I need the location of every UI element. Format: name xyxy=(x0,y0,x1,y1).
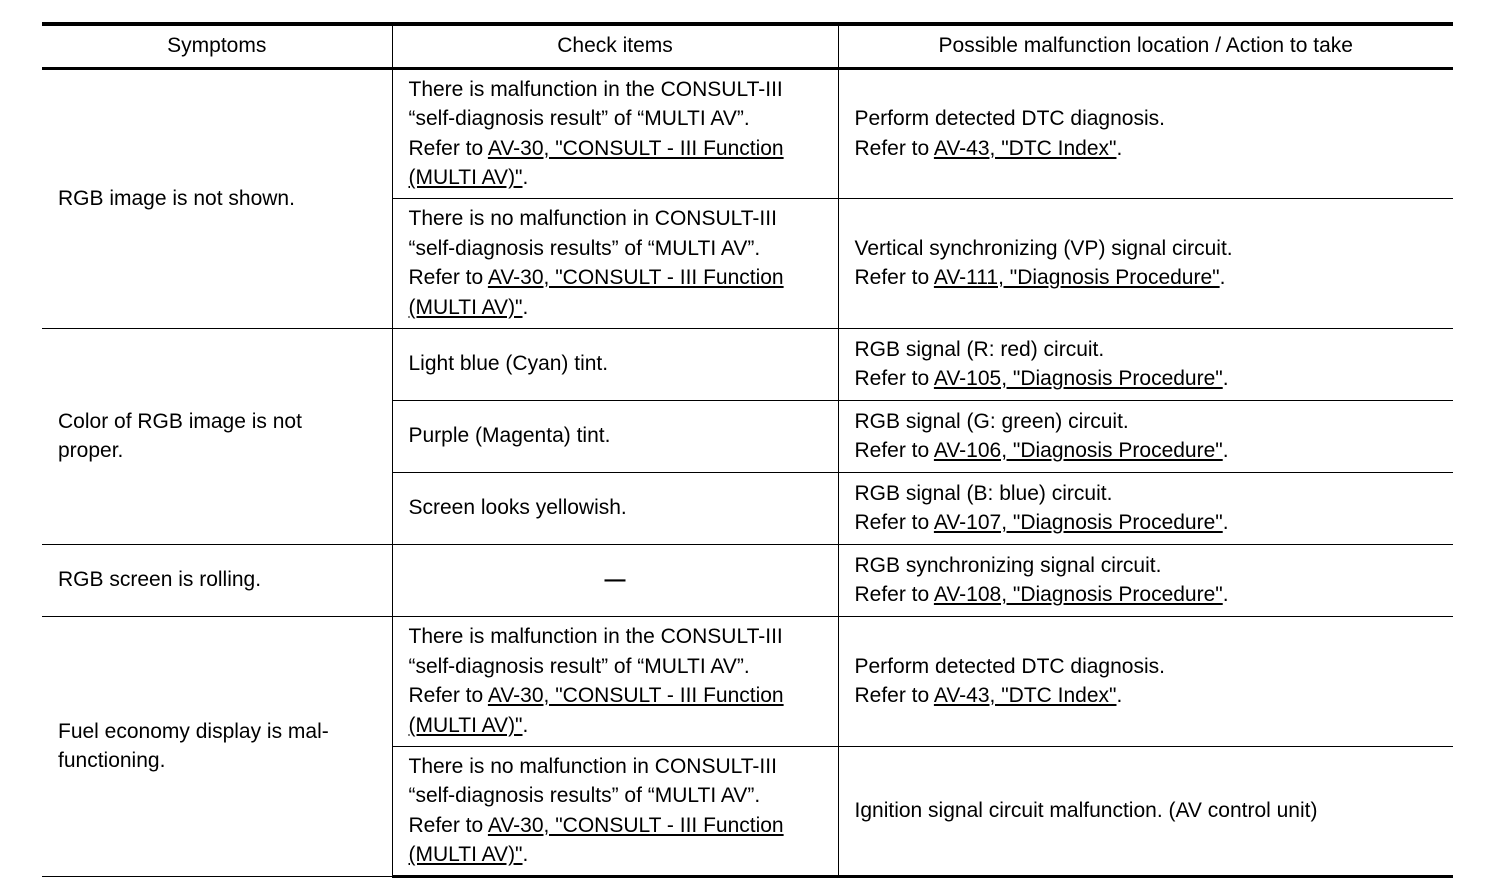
action-text: RGB signal (B: blue) circuit. xyxy=(854,481,1113,505)
symptom-cell xyxy=(42,68,392,328)
reference-link[interactable]: AV-105, "Diagnosis Procedure" xyxy=(933,367,1223,390)
action-text: Perform detected DTC diagnosis. xyxy=(854,107,1165,130)
reference-link[interactable]: (MULTI AV)" xyxy=(408,166,523,189)
header-symptoms: Symptoms xyxy=(42,24,392,68)
refer-prefix: Refer to xyxy=(854,136,934,160)
check-text: “self-diagnosis result” of “MULTI AV”. xyxy=(408,654,750,678)
refer-prefix: Refer to xyxy=(854,439,934,462)
reference-link[interactable]: AV-108, "Diagnosis Procedure" xyxy=(933,583,1223,606)
check-text: There is no malfunction in CONSULT-III xyxy=(408,754,777,778)
check-text: Screen looks yellowish. xyxy=(408,496,627,520)
refer-suffix: . xyxy=(1222,367,1229,390)
check-text: “self-diagnosis results” of “MULTI AV”. xyxy=(408,784,761,807)
check-item-cell xyxy=(392,616,838,746)
check-item-cell xyxy=(392,68,838,198)
check-text: There is malfunction in the CONSULT-III xyxy=(408,77,783,101)
action-cell xyxy=(838,472,1453,544)
symptom-cell xyxy=(42,328,392,544)
reference-link[interactable]: AV-30, "CONSULT - III Function xyxy=(487,136,784,160)
symptom-text: functioning. xyxy=(58,749,166,772)
refer-suffix: . xyxy=(1222,511,1229,534)
refer-suffix: . xyxy=(1222,439,1229,462)
check-item-cell xyxy=(392,400,838,472)
check-text: There is malfunction in the CONSULT-III xyxy=(408,625,783,648)
refer-prefix: Refer to xyxy=(408,266,488,289)
check-text: “self-diagnosis result” of “MULTI AV”. xyxy=(408,107,750,130)
reference-link[interactable]: (MULTI AV)" xyxy=(408,843,523,866)
table-row xyxy=(42,616,1453,746)
symptom-text: Fuel economy display is mal- xyxy=(58,719,329,743)
action-cell xyxy=(838,400,1453,472)
table-row xyxy=(42,328,1453,400)
action-cell xyxy=(838,328,1453,400)
action-cell xyxy=(838,544,1453,616)
refer-prefix: Refer to xyxy=(408,684,488,707)
symptom-text: proper. xyxy=(58,439,124,462)
diagnosis-table xyxy=(42,22,1453,878)
reference-link[interactable]: AV-107, "Diagnosis Procedure" xyxy=(933,511,1223,534)
refer-suffix: . xyxy=(1116,684,1123,707)
symptom-text: RGB image is not shown. xyxy=(58,186,295,210)
refer-suffix: . xyxy=(522,843,529,866)
reference-link[interactable]: AV-43, "DTC Index" xyxy=(933,684,1117,707)
check-item-cell xyxy=(392,544,838,616)
refer-suffix: . xyxy=(1116,136,1123,160)
refer-prefix: Refer to xyxy=(408,813,488,837)
refer-prefix: Refer to xyxy=(854,367,934,390)
check-text: Purple (Magenta) tint. xyxy=(408,424,611,448)
refer-suffix: . xyxy=(522,295,529,319)
symptom-text: RGB screen is rolling. xyxy=(58,568,262,592)
check-item-cell xyxy=(392,746,838,876)
reference-link[interactable]: AV-30, "CONSULT - III Function xyxy=(487,266,784,289)
dash-mark: — xyxy=(604,568,626,592)
action-text: RGB signal (G: green) circuit. xyxy=(854,409,1129,433)
check-item-cell xyxy=(392,328,838,400)
reference-link[interactable]: AV-106, "Diagnosis Procedure" xyxy=(933,439,1223,462)
header-row xyxy=(42,24,1453,68)
table-row xyxy=(42,544,1453,616)
refer-suffix: . xyxy=(1222,583,1229,606)
reference-link[interactable]: AV-30, "CONSULT - III Function xyxy=(487,684,784,707)
reference-link[interactable]: (MULTI AV)" xyxy=(408,295,523,319)
refer-suffix: . xyxy=(1219,266,1226,289)
action-cell xyxy=(838,68,1453,198)
action-text: Vertical synchronizing (VP) signal circuit. xyxy=(854,236,1233,260)
reference-link[interactable]: (MULTI AV)" xyxy=(408,713,523,737)
action-cell xyxy=(838,746,1453,876)
symptom-cell xyxy=(42,544,392,616)
action-text: RGB synchronizing signal circuit. xyxy=(854,553,1162,577)
action-cell xyxy=(838,198,1453,328)
check-item-cell xyxy=(392,472,838,544)
check-text: There is no malfunction in CONSULT-III xyxy=(408,207,777,230)
action-text: Perform detected DTC diagnosis. xyxy=(854,654,1165,678)
table-row xyxy=(42,68,1453,198)
refer-prefix: Refer to xyxy=(854,684,934,707)
check-text: “self-diagnosis results” of “MULTI AV”. xyxy=(408,236,761,260)
check-item-cell xyxy=(392,198,838,328)
action-cell xyxy=(838,616,1453,746)
action-text: Ignition signal circuit malfunction. (AV control unit) xyxy=(854,798,1318,822)
refer-prefix: Refer to xyxy=(854,511,934,534)
reference-link[interactable]: AV-30, "CONSULT - III Function xyxy=(487,813,784,837)
reference-link[interactable]: AV-43, "DTC Index" xyxy=(933,136,1117,160)
symptom-cell xyxy=(42,616,392,876)
header-check-items: Check items xyxy=(392,24,838,68)
refer-prefix: Refer to xyxy=(854,266,934,289)
refer-suffix: . xyxy=(522,713,529,737)
action-text: RGB signal (R: red) circuit. xyxy=(854,337,1105,361)
symptom-text: Color of RGB image is not xyxy=(58,409,302,433)
refer-prefix: Refer to xyxy=(408,136,488,160)
check-text: Light blue (Cyan) tint. xyxy=(408,352,609,376)
refer-prefix: Refer to xyxy=(854,583,934,606)
reference-link[interactable]: AV-111, "Diagnosis Procedure" xyxy=(933,266,1220,289)
refer-suffix: . xyxy=(522,166,529,189)
header-action: Possible malfunction location / Action to take xyxy=(838,24,1453,68)
